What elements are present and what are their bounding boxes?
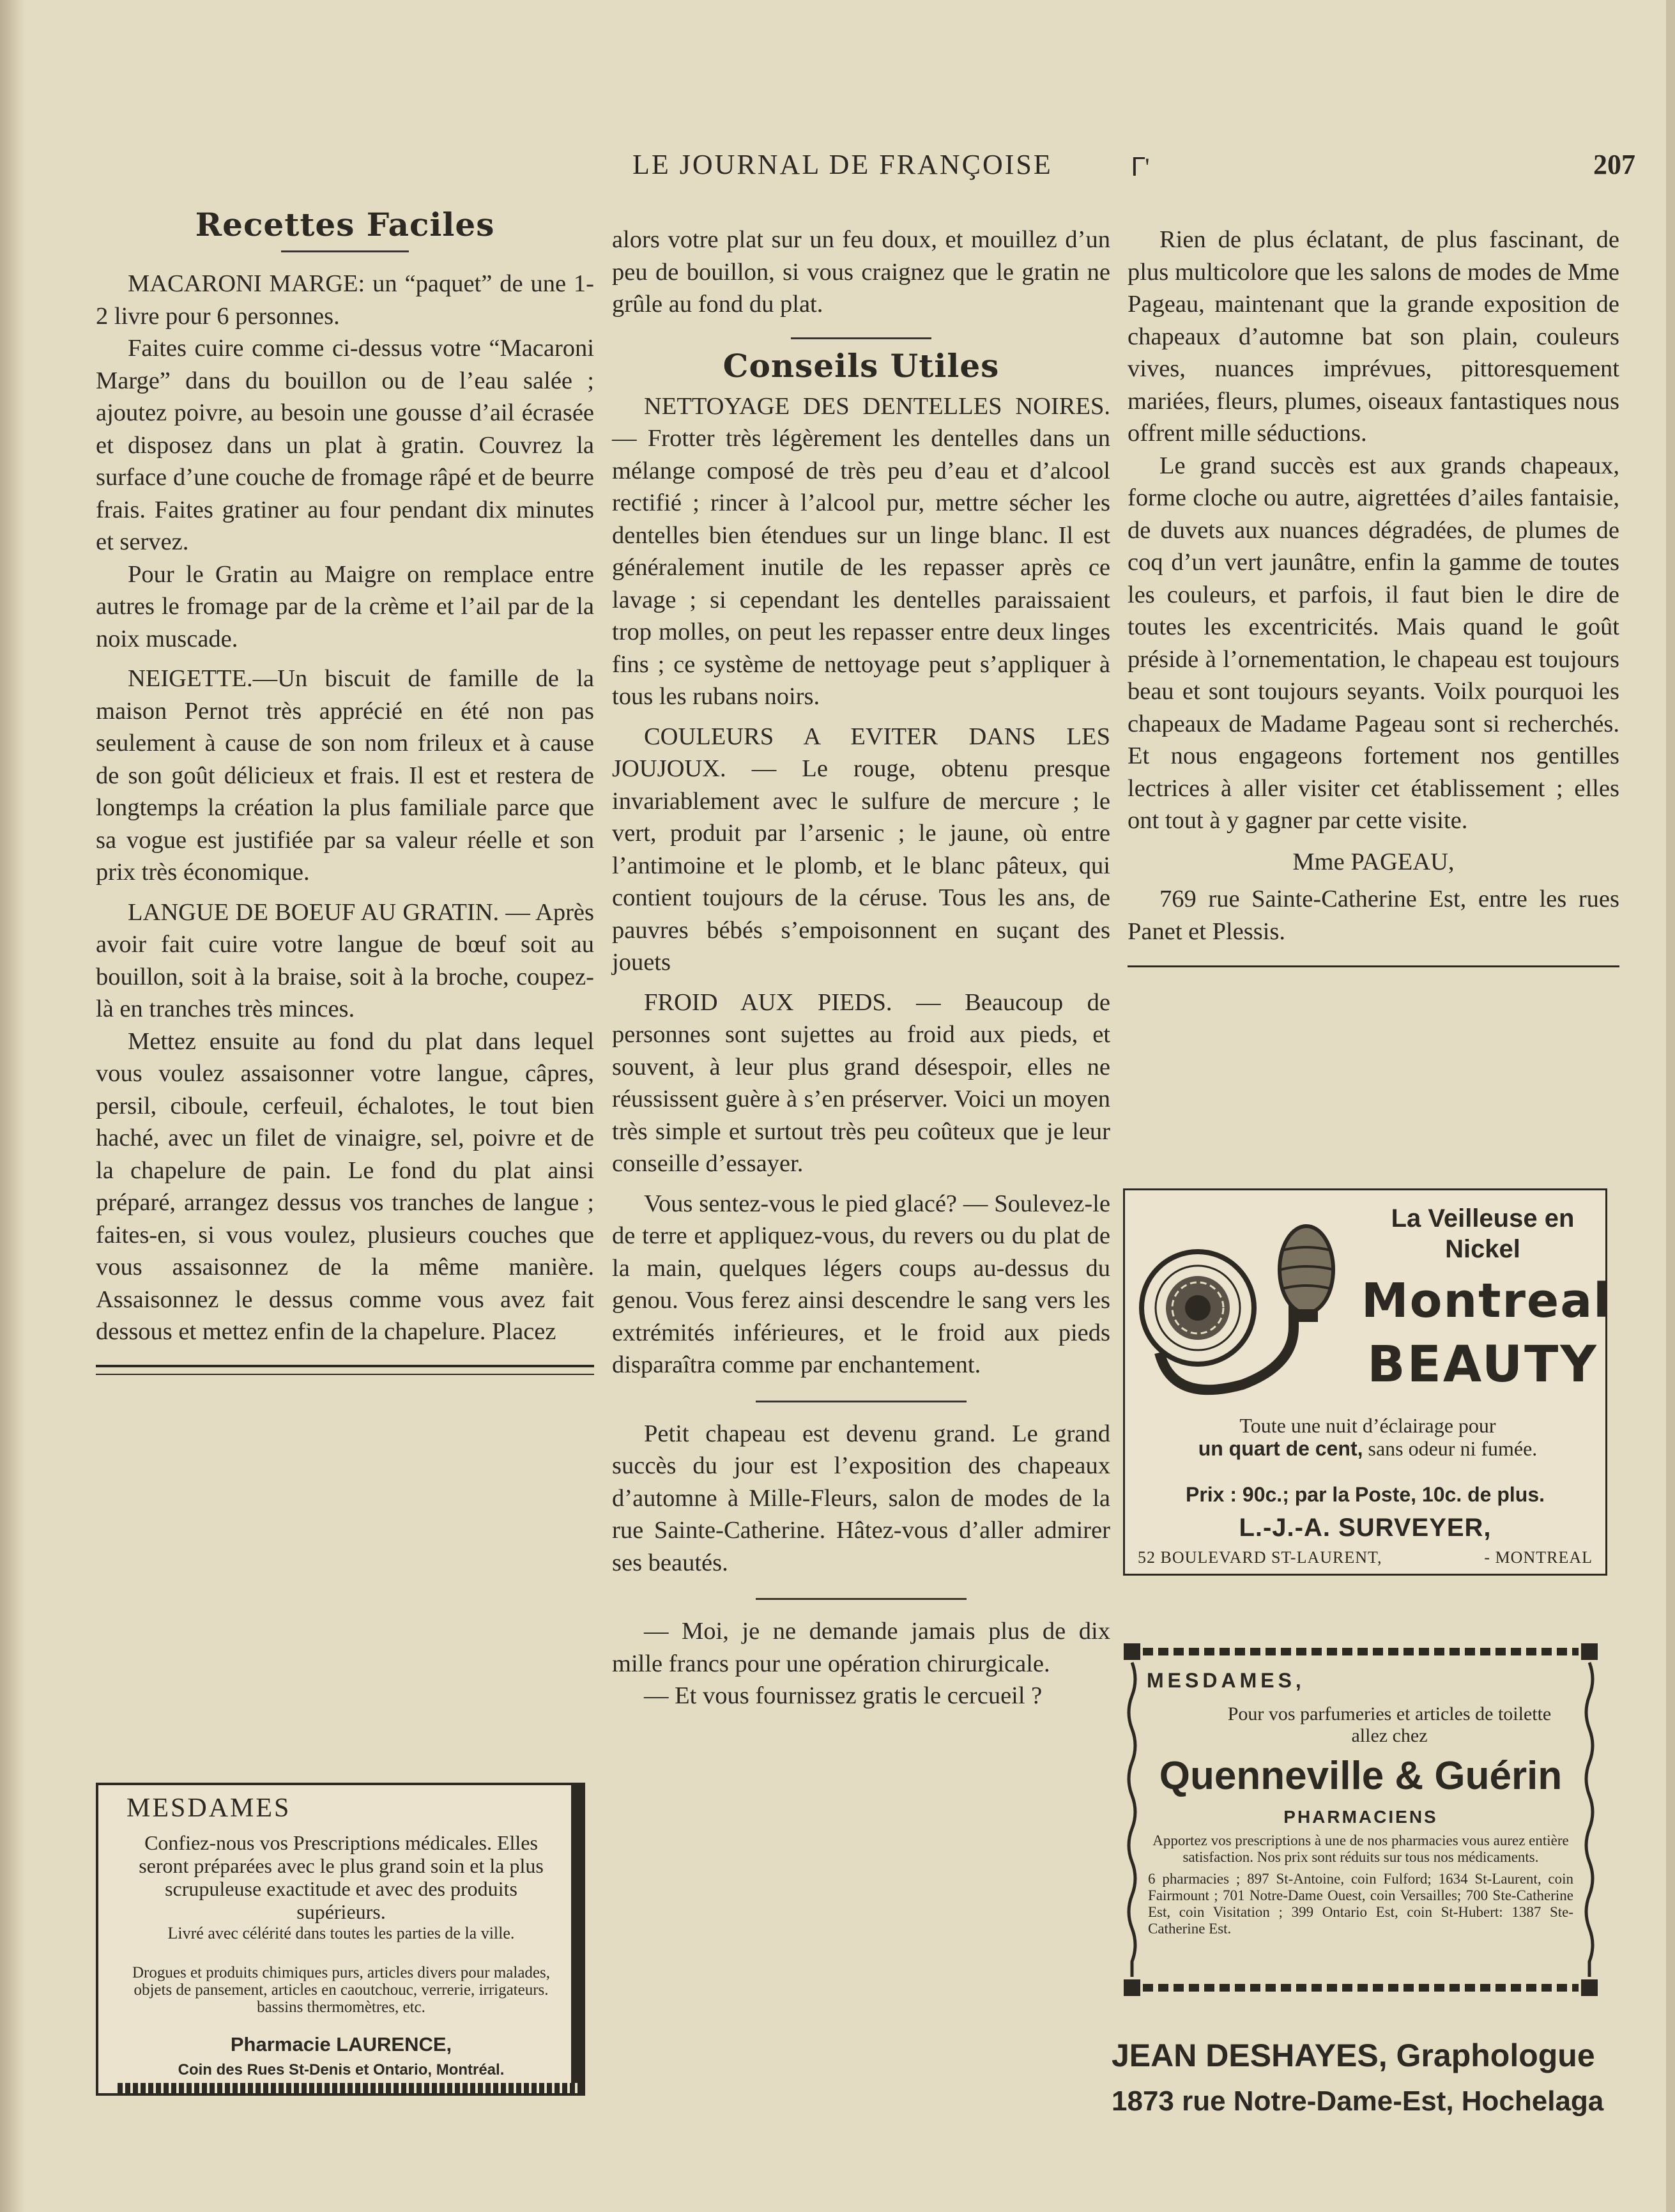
ad-text-part: un quart de cent, [1198,1437,1363,1460]
article-paragraph: NEIGETTE.—Un biscuit de famille de la maison Pernot très apprécié en été non pas seulement à cause de son nom frileux et à cause de son goût délicieux et frais. Il est et restera de longtemps la création la plus familiale parce que sa vogue est justifiée par sa valeur réelle et son prix très économique. [96,665,594,886]
section-title-recettes: Recettes Faciles [195,206,495,243]
page-edge [1666,0,1675,2212]
address: 769 rue Sainte-Catherine Est, entre les rues Panet et Plessis. [1128,886,1619,945]
ad-border-bar [571,1785,583,2093]
ad-address: Coin des Rues St-Denis et Ontario, Montréal. [178,2061,505,2078]
article-paragraph: Vous sentez-vous le pied glacé? — Soulevez-le de terre et appliquez-vous, du revers ou du plat de la main, quelques légers coups au-dessus du genou. Vous ferez ainsi descendre le sang vers les extrémités inférieures, et le froid aux pieds disparaîtra comme par enchantement. [612,1190,1110,1378]
page-gutter-shadow [0,0,26,2212]
article-paragraph: COULEURS A EVITER DANS LES JOUJOUX. — Le rouge, obtenu presque invariablement avec le sulfure de mercure ; le vert, produit par l’arsenic ; le jaune, où entre l’antimoine et le plomb, et le blanc pâteux, qui contient toujours de la céruse. Tous les ans, de pauvres bébés s’empoisonnent en suçant des jouets [612,723,1110,976]
column-end-rule [1128,965,1619,967]
section-title-conseils: Conseils Utiles [723,346,1000,385]
ad-text-part: sans odeur ni fumée. [1368,1437,1538,1460]
ad-price: Prix : 90c.; par la Poste, 10c. de plus. [1185,1483,1545,1506]
ad-quenneville-guerin [1121,1641,1600,1999]
column-end-rule [96,1365,594,1375]
ad-heading: MESDAMES, [1147,1669,1305,1692]
ad-text: 6 pharmacies ; 897 St-Antoine, coin Fulford; 1634 St-Laurent, coin Fairmount ; 701 Notre-Dame Ouest, coin Versailles; 700 Ste-Catherine Est, coin Visitation ; 399 Ontario Est, coin St-Hubert: 1387 Ste-Catherine Est. [1148,1871,1573,1937]
ad-name: L.-J.-A. SURVEYER, [1239,1514,1492,1542]
ad-address: 1873 rue Notre-Dame-Est, Hochelaga [1112,2085,1604,2117]
article-paragraph: Le grand succès est aux grands chapeaux, forme cloche ou autre, aigrettées d’ailes fantaisie, de duvets aux nuances dégradées, de plumes de coq d’un vert jaunâtre, enfin la gamme de toutes les couleurs, et parfois, il faut bien le dire de toutes les excentricités. Mais quand le goût préside à l’ornementation, le chapeau est toujours beau et sont toujours seyants. Voilx pourquoi les chapeaux de Madame Pageau sont si recherchés. Et nous engageons fortement nos gentilles lectrices à aller visiter cet établissement ; elles ont tout à y gagner par cette visite. [1128,452,1619,834]
article-paragraph: Mettez ensuite au fond du plat dans lequel vous voulez assaisonner votre langue, câpres, persil, ciboule, cerfeuil, échalotes, le tout bien haché, avec un filet de vinaigre, sel, poivre et de la chapelure de pain. Le fond du plat ainsi préparé, arrangez dessus vos tranches de langue ; faites-en, si vous voulez, plusieurs couches que vous assaisonnez de la même manière. Assaisonnez le dessus comme vous avez fait dessous et mettez enfin de la chapelure. Placez [96,1027,594,1345]
article-paragraph: NETTOYAGE DES DENTELLES NOIRES. — Frotter très légèrement les dentelles dans un mélange composé de très peu d’eau et d’alcool rectifié ; rincer à l’alcool pur, mettre sécher les dentelles bien étendues sur un linge blanc. Il est généralement inutile de les repasser après ce lavage ; si cependant les dentelles paraissaient trop molles, on peut les repasser entre deux linges fins ; ce système de nettoyage peut s’appliquer à tous les rubans noirs. [612,392,1110,710]
article-paragraph: MACARONI MARGE: un “paquet” de une 1-2 livre pour 6 personnes. [96,270,594,330]
column-recettes [96,204,594,1375]
ad-name: Pharmacie LAURENCE, [230,2033,452,2055]
ad-address [1138,1548,1593,1567]
article-paragraph: FROID AUX PIEDS. — Beaucoup de personnes sont sujettes au froid aux pieds, et souvent, à leur plus grand désespoir, elles ne réussissent guère à s’en préserver. Voici un moyen très simple et surtout très peu coûteux que je leur conseille d’essayer. [612,988,1110,1177]
section-rule [756,1598,967,1600]
ad-brand: Montreal [1361,1273,1611,1328]
signature: Mme PAGEAU, [1292,848,1455,875]
article-paragraph: Petit chapeau est devenu grand. Le grand succès du jour est l’exposition des chapeaux d’automne à Mille-Fleurs, salon de modes de la rue Sainte-Catherine. Hâtez-vous d’aller admirer ses beautés. [612,1420,1110,1576]
joke-line: — Et vous fournissez gratis le cercueil ? [644,1682,1043,1709]
ad-address-right: - MONTREAL [1484,1548,1593,1567]
lamp-illustration [1134,1218,1351,1410]
article-paragraph: Rien de plus éclatant, de plus fascinant, de plus multicolore que les salons de modes de Mme Pageau, maintenant que la grande exposition de chapeaux d’automne bat son plain, couleurs vives, nuances imprévues, pittoresquement mariées, fleurs, plumes, oiseaux fantastiques nous offrent mille séductions. [1128,226,1619,447]
section-rule [791,337,931,339]
ad-heading: MESDAMES [126,1793,291,1823]
ad-surveyer-lamp [1123,1188,1611,1576]
title-rule [281,250,409,252]
ad-line: La Veilleuse en Nickel [1391,1204,1575,1263]
ad-jean-deshayes [1112,2035,1610,2121]
column-pageau [1128,224,1619,967]
ad-text: Confiez-nous vos Prescriptions médicales. Elles seront préparées avec le plus grand soin et la plus scrupuleuse exactitude et avec des produits supérieurs. [139,1831,544,1923]
article-paragraph: Faites cuire comme ci-dessus votre “Macaroni Marge” dans du bouillon ou de l’eau salée ; ajoutez poivre, au besoin une gousse d’ail écrasée et disposez dans un plat à gratin. Couvrez la surface d’une couche de fromage râpé et de beurre frais. Faites gratiner au four pendant dix minutes et servez. [96,335,594,555]
article-paragraph: alors votre plat sur un feu doux, et mouillez d’un peu de bouillon, si vous craignez que le gratin ne grûle au fond du plat. [612,226,1110,318]
ad-text: Drogues et produits chimiques purs, articles divers pour malades, objets de pansement, articles en caoutchouc, verrerie, irrigateurs. bassins thermomètres, etc. [132,1964,551,2016]
ad-address-left: 52 BOULEVARD ST-LAURENT, [1138,1548,1382,1567]
printer-mark: ᒥ' [1131,153,1150,181]
ad-subtitle: PHARMACIENS [1283,1807,1438,1827]
article-paragraph: LANGUE DE BOEUF AU GRATIN. — Après avoir fait cuire votre langue de bœuf soit au bouillon, soit à la braise, soit à la broche, coupez-là en tranches très minces. [96,898,594,1022]
ad-name: Quenneville & Guérin [1159,1754,1563,1798]
ad-pharmacie-laurence [96,1783,585,2096]
running-head: LE JOURNAL DE FRANÇOISE [632,149,1053,180]
column-conseils [612,224,1110,1712]
page-number: 207 [1593,149,1635,180]
ad-text: Apportez vos prescriptions à une de nos pharmacies vous aurez entière satisfaction. Nos prix sont réduits sur tous nos médicaments. [1152,1832,1569,1865]
ad-text [1170,1414,1566,1460]
ad-border-bar [118,2083,583,2093]
article-paragraph: Pour le Gratin au Maigre on remplace entre autres le fromage par de la crème et l’ail par de la noix muscade. [96,560,594,652]
joke-line: — Moi, je ne demande jamais plus de dix mille francs pour une opération chirurgicale. [612,1618,1110,1677]
ad-brand: BEAUTY [1367,1336,1598,1394]
ad-text: Pour vos parfumeries et articles de toilette allez chez [1227,1703,1552,1746]
ad-text: Livré avec célérité dans toutes les parties de la ville. [167,1924,515,1942]
page-header [632,148,1635,187]
ad-name: JEAN DESHAYES, Graphologue [1112,2038,1595,2073]
section-rule [756,1401,967,1402]
ad-text-part: Toute une nuit d’éclairage pour [1239,1414,1496,1437]
